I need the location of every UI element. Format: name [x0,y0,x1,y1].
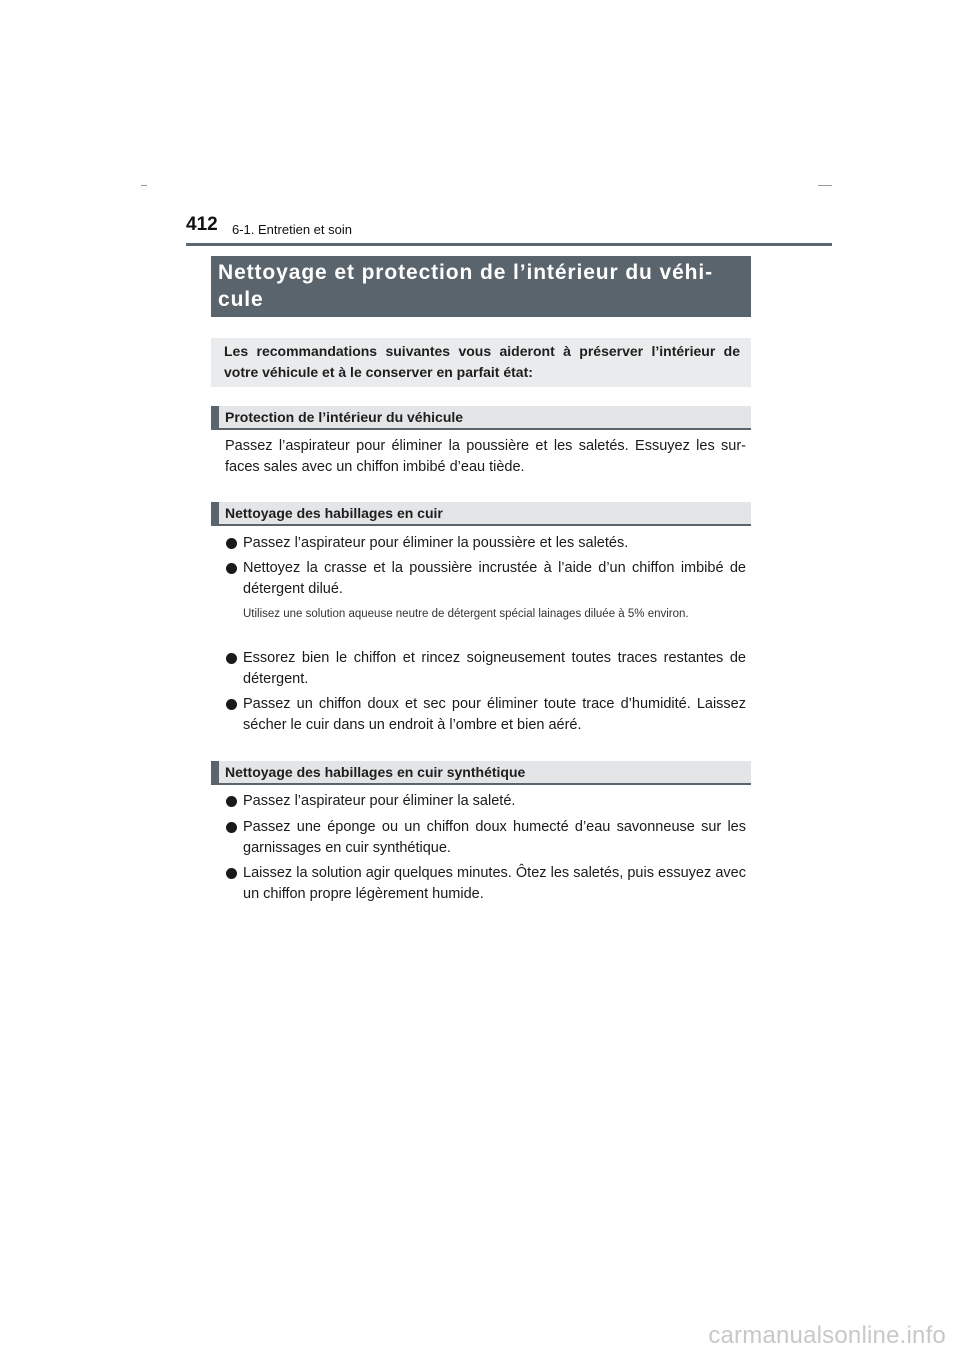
list-item-text: Passez l’aspirateur pour éliminer la saleté. [243,793,516,809]
page-title-text: Nettoyage et protection de l’intérieur du véhi- cule [218,261,714,311]
subhead-synthetic-leather [211,761,751,785]
watermark: carmanualsonline.info [708,1322,946,1349]
intro-text: Les recommandations suivantes vous aideront à préserver l’intérieur de votre véhicule et à le conserver en parfait état: [224,343,740,380]
list-item [225,791,746,812]
subhead-leather [211,502,751,526]
bullet-icon [226,868,237,879]
list-item-text: Passez un chiffon doux et sec pour éliminer toute trace d’humidité. Laissez sécher le cuir dans un endroit à l’ombre et bien aéré. [243,696,746,733]
subhead-label: Nettoyage des habillages en cuir synthétique [225,764,526,780]
bullet-icon [226,796,237,807]
intro-box [211,338,751,387]
leather-note: Utilisez une solution aqueuse neutre de détergent spécial lainages diluée à 5% environ. [243,608,689,620]
list-item-text: Passez l’aspirateur pour éliminer la poussière et les saletés. [243,535,629,551]
list-item [225,863,746,905]
list-item-text: Nettoyez la crasse et la poussière incrustée à l’aide d’un chiffon imbibé de détergent dilué. [243,560,746,597]
page-title [211,256,751,317]
crop-mark-left [141,185,147,186]
subhead-interior-protection [211,406,751,430]
bullet-icon [226,699,237,710]
list-item [225,533,746,554]
page-number: 412 [186,214,218,235]
subhead-label: Nettoyage des habillages en cuir [225,505,443,521]
list-item-text: Essorez bien le chiffon et rincez soigneusement toutes traces restantes de détergent. [243,650,746,687]
list-item [225,694,746,736]
bullet-icon [226,822,237,833]
list-item-text: Passez une éponge ou un chiffon doux humecté d’eau savonneuse sur les garnissages en cuir synthétique. [243,819,746,856]
section-label: 6-1. Entretien et soin [232,222,352,237]
list-item [225,558,746,600]
list-item [225,648,746,690]
subhead-label: Protection de l’intérieur du véhicule [225,409,464,425]
bullet-icon [226,653,237,664]
crop-mark-right [818,185,832,186]
bullet-icon [226,538,237,549]
bullet-icon [226,563,237,574]
list-item [225,817,746,859]
header-rule [186,243,832,246]
list-item-text: Laissez la solution agir quelques minutes. Ôtez les saletés, puis essuyez avec un chiffon propre légèrement humide. [243,865,746,902]
interior-protection-paragraph: Passez l’aspirateur pour éliminer la poussière et les saletés. Essuyez les sur-faces sales avec un chiffon imbibé d’eau tiède. [225,438,746,475]
